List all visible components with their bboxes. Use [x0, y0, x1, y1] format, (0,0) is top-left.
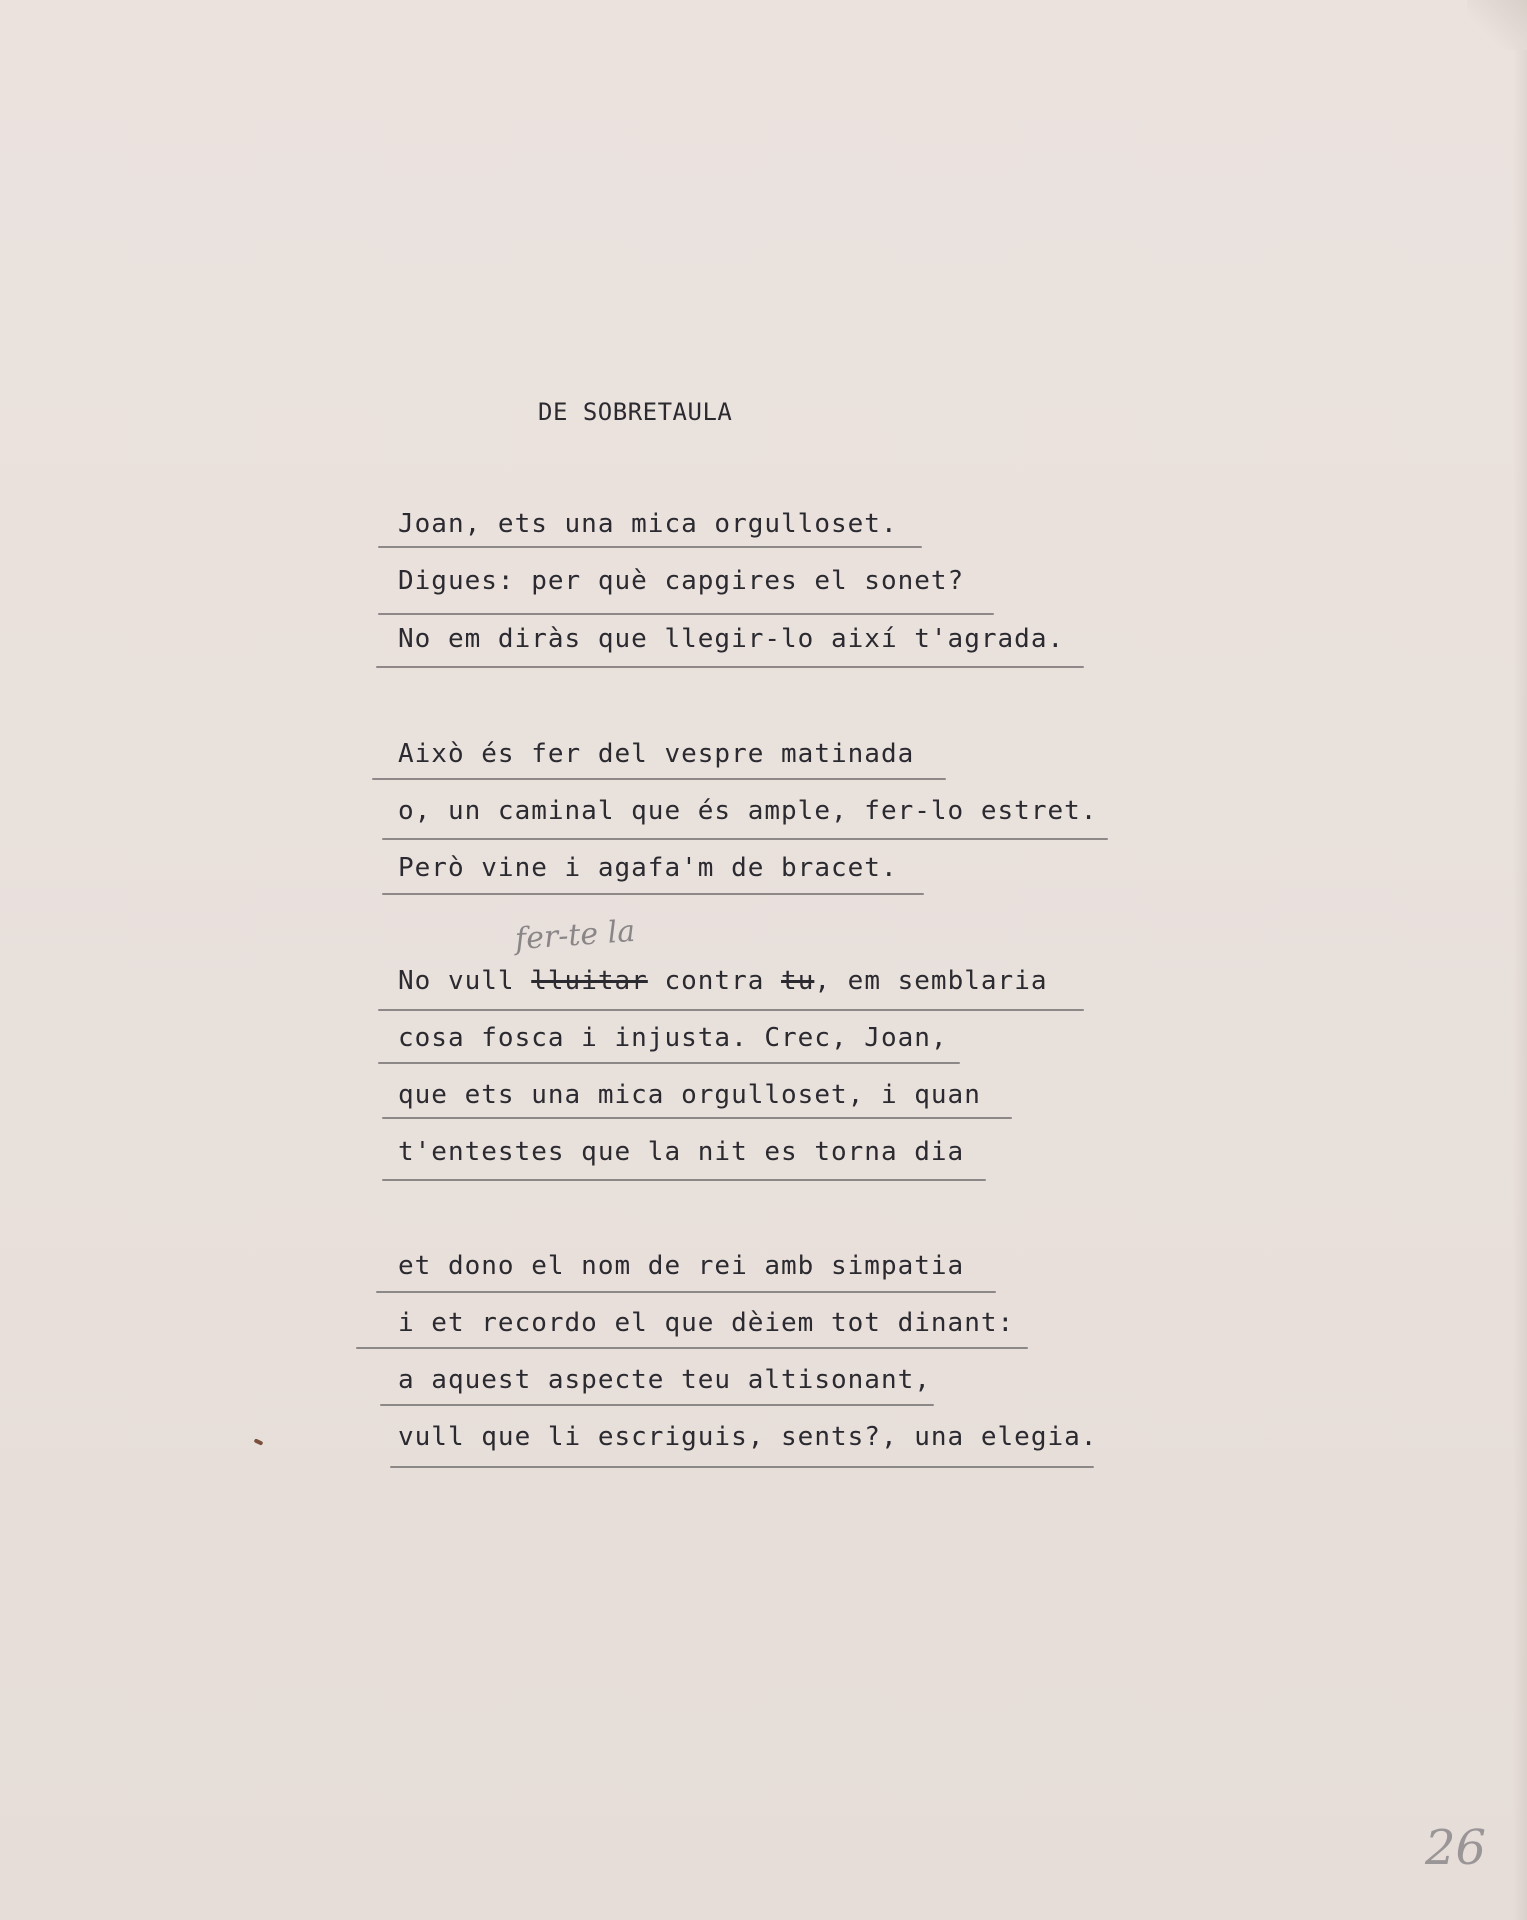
poem-title: DE SOBRETAULA [538, 398, 733, 426]
underline-rule [382, 1117, 1012, 1119]
paper-corner-wear [1467, 0, 1527, 50]
underline-rule [356, 1347, 1028, 1349]
underline-rule [380, 1404, 934, 1406]
poem-line: o, un caminal que és ample, fer-lo estret. [398, 796, 1098, 826]
line-text: , em semblaria [814, 966, 1048, 996]
poem-line: Digues: per què capgires el sonet? [398, 566, 965, 596]
underline-rule [390, 1466, 1094, 1468]
underline-rule [376, 666, 1084, 668]
poem-line: que ets una mica orgulloset, i quan [398, 1080, 981, 1110]
underline-rule [382, 1179, 986, 1181]
poem-line: t'entestes que la nit es torna dia [398, 1137, 965, 1167]
struck-word: lluitar [531, 966, 648, 996]
handwritten-annotation: fer-te la [513, 913, 637, 958]
poem-line: Això és fer del vespre matinada [398, 739, 915, 769]
paper-edge-shadow [1513, 0, 1527, 1920]
poem-line: i et recordo el que dèiem tot dinant: [398, 1308, 1015, 1338]
poem-line: cosa fosca i injusta. Crec, Joan, [398, 1023, 948, 1053]
underline-rule [372, 778, 946, 780]
poem-line: et dono el nom de rei amb simpatia [398, 1251, 965, 1281]
underline-rule [378, 546, 922, 548]
underline-rule [378, 1062, 960, 1064]
poem-line: vull que li escriguis, sents?, una elegia. [398, 1422, 1098, 1452]
struck-word: tu [781, 966, 815, 996]
underline-rule [376, 1291, 996, 1293]
line-text: contra [647, 966, 782, 996]
underline-rule [382, 893, 924, 895]
underline-rule [382, 838, 1108, 840]
poem-line: Joan, ets una mica orgulloset. [398, 509, 898, 539]
ink-speck [254, 1438, 264, 1445]
poem-line-with-corrections [398, 966, 1048, 996]
poem-line: No em diràs que llegir-lo així t'agrada. [398, 624, 1065, 654]
poem-line: a aquest aspecte teu altisonant, [398, 1365, 931, 1395]
poem-line: Però vine i agafa'm de bracet. [398, 853, 898, 883]
page-number: 26 [1425, 1820, 1487, 1876]
underline-rule [378, 1009, 1084, 1011]
line-text: No vull [398, 966, 532, 996]
underline-rule [378, 613, 994, 615]
